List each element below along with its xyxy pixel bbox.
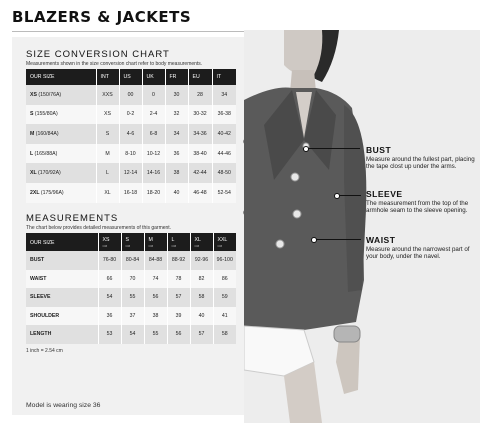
table-cell: 36: [98, 307, 121, 326]
table-row: [26, 251, 236, 270]
sleeve-callout-title: SLEEVE: [366, 189, 403, 199]
measurements-title: MEASUREMENTS: [26, 213, 119, 224]
table-cell: 86: [213, 270, 236, 289]
page-title: BLAZERS & JACKETS: [12, 8, 192, 26]
header-label: XXL: [217, 237, 228, 243]
table-cell: 0-2: [119, 105, 142, 125]
conversion-table: [26, 69, 236, 203]
waist-callout-line: [316, 239, 361, 240]
model-illustration: [244, 30, 480, 423]
table-cell: 34: [165, 124, 188, 144]
table-cell: XS: [96, 105, 119, 125]
table-cell: 30: [165, 85, 188, 105]
table-cell: 78: [167, 270, 190, 289]
unit-label: CM: [217, 244, 223, 248]
table-cell: 57: [167, 288, 190, 307]
table-cell: 14-16: [142, 163, 165, 183]
measurements-header-cell: [190, 233, 213, 251]
size-label-cell: [26, 85, 96, 105]
table-row: [26, 183, 236, 203]
table-cell: 66: [98, 270, 121, 289]
table-cell: 56: [167, 325, 190, 344]
table-cell: 74: [144, 270, 167, 289]
size-label: L: [30, 150, 34, 157]
table-cell: 52-54: [212, 183, 236, 203]
measurement-label-cell: BUST: [26, 251, 98, 270]
table-cell: XL: [96, 183, 119, 203]
table-cell: 37: [121, 307, 144, 326]
table-cell: 40-42: [212, 124, 236, 144]
waist-callout-title: WAIST: [366, 235, 396, 245]
bust-callout-line: [308, 148, 360, 149]
measurement-label-cell: LENGTH: [26, 325, 98, 344]
table-row: [26, 124, 236, 144]
waist-callout-text: Measure around the narrowest part of your body, under the navel.: [366, 246, 470, 261]
measurements-header-cell: [26, 233, 98, 251]
table-cell: 76-80: [98, 251, 121, 270]
size-body-code: (170/92A): [38, 170, 61, 177]
size-label-cell: [26, 105, 96, 125]
sleeve-marker-icon: [334, 193, 340, 199]
size-label: 2XL: [30, 189, 40, 196]
table-cell: 41: [213, 307, 236, 326]
header-label: OUR SIZE: [30, 239, 55, 246]
table-cell: 58: [213, 325, 236, 344]
table-cell: 57: [190, 325, 213, 344]
table-row: [26, 307, 236, 326]
table-cell: 48-50: [212, 163, 236, 183]
table-row: [26, 288, 236, 307]
size-body-code: (160/84A): [35, 130, 59, 137]
header-label: XL: [194, 237, 201, 243]
conversion-desc: Measurements shown in the size conversion chart refer to body measurements.: [26, 61, 203, 67]
model-photo: [244, 30, 480, 423]
model-size-note: Model is wearing size 36: [26, 402, 101, 409]
table-cell: 55: [144, 325, 167, 344]
conversion-header-cell: FR: [165, 69, 188, 85]
table-cell: 70: [121, 270, 144, 289]
table-cell: 96-100: [213, 251, 236, 270]
conversion-header-cell: INT: [96, 69, 119, 85]
size-label: S: [30, 111, 34, 118]
table-cell: L: [96, 163, 119, 183]
table-cell: 58: [190, 288, 213, 307]
table-cell: 38: [165, 163, 188, 183]
waist-marker-icon: [311, 237, 317, 243]
measurements-header-cell: [121, 233, 144, 251]
header-label: M: [148, 237, 153, 243]
size-label-cell: [26, 163, 96, 183]
conversion-header-cell: US: [119, 69, 142, 85]
size-body-code: (165/88A): [34, 150, 58, 157]
unit-conversion-note: 1 inch = 2.54 cm: [26, 348, 63, 354]
table-cell: 84-88: [144, 251, 167, 270]
table-cell: 92-96: [190, 251, 213, 270]
table-cell: 46-48: [188, 183, 212, 203]
table-cell: 8-10: [119, 144, 142, 164]
conversion-header-cell: OUR SIZE: [26, 69, 96, 85]
measurements-table: [26, 233, 236, 344]
measurements-header-cell: [167, 233, 190, 251]
measurements-desc: The chart below provides detailed measurements of this garment.: [26, 225, 172, 231]
sleeve-callout-text: The measurement from the top of the armhole seam to the sleeve opening.: [366, 200, 469, 215]
size-label: M: [30, 130, 35, 137]
unit-label: CM: [171, 244, 177, 248]
size-body-code: (150/76A): [38, 91, 62, 98]
table-cell: 42-44: [188, 163, 212, 183]
size-label: XS: [30, 91, 37, 98]
table-cell: 12-14: [119, 163, 142, 183]
table-row: [26, 163, 236, 183]
table-cell: 55: [121, 288, 144, 307]
table-cell: 28: [188, 85, 212, 105]
measurements-header-cell: [98, 233, 121, 251]
table-cell: 54: [98, 288, 121, 307]
table-cell: 36-38: [212, 105, 236, 125]
measurement-label-cell: SLEEVE: [26, 288, 98, 307]
table-cell: 54: [121, 325, 144, 344]
bust-marker-icon: [303, 146, 309, 152]
unit-label: CM: [194, 244, 200, 248]
table-cell: 80-84: [121, 251, 144, 270]
table-cell: 36: [165, 144, 188, 164]
table-cell: 40: [190, 307, 213, 326]
unit-label: CM: [125, 244, 131, 248]
table-cell: 34: [212, 85, 236, 105]
table-cell: 0: [142, 85, 165, 105]
size-label-cell: [26, 144, 96, 164]
measurements-header-row: [26, 233, 236, 251]
table-cell: 53: [98, 325, 121, 344]
table-cell: 38-40: [188, 144, 212, 164]
table-cell: 10-12: [142, 144, 165, 164]
table-cell: 32: [165, 105, 188, 125]
unit-label: CM: [102, 244, 108, 248]
table-row: [26, 144, 236, 164]
table-cell: 30-32: [188, 105, 212, 125]
conversion-title: SIZE CONVERSION CHART: [26, 49, 170, 60]
table-cell: 16-18: [119, 183, 142, 203]
header-label: S: [125, 237, 129, 243]
table-row: [26, 105, 236, 125]
size-body-code: (155/80A): [34, 111, 58, 118]
conversion-header-row: [26, 69, 236, 85]
table-row: [26, 85, 236, 105]
table-cell: 6-8: [142, 124, 165, 144]
table-cell: 00: [119, 85, 142, 105]
measurement-label-cell: WAIST: [26, 270, 98, 289]
table-cell: 56: [144, 288, 167, 307]
table-row: [26, 270, 236, 289]
table-cell: 34-36: [188, 124, 212, 144]
table-cell: 39: [167, 307, 190, 326]
size-body-code: (175/96A): [40, 189, 64, 196]
table-cell: 18-20: [142, 183, 165, 203]
size-guide-panel: [12, 37, 244, 415]
table-cell: 44-46: [212, 144, 236, 164]
conversion-header-cell: EU: [188, 69, 212, 85]
header-label: L: [171, 237, 175, 243]
table-cell: S: [96, 124, 119, 144]
size-label-cell: [26, 183, 96, 203]
conversion-header-cell: UK: [142, 69, 165, 85]
table-cell: 4-6: [119, 124, 142, 144]
table-cell: 38: [144, 307, 167, 326]
table-cell: 88-92: [167, 251, 190, 270]
measurements-header-cell: [144, 233, 167, 251]
conversion-header-cell: IT: [212, 69, 236, 85]
size-label-cell: [26, 124, 96, 144]
table-cell: 2-4: [142, 105, 165, 125]
sleeve-callout-line: [339, 195, 361, 196]
table-cell: M: [96, 144, 119, 164]
unit-label: CM: [148, 244, 154, 248]
measurements-header-cell: [213, 233, 236, 251]
bust-callout-title: BUST: [366, 145, 392, 155]
measurement-label-cell: SHOULDER: [26, 307, 98, 326]
table-cell: 82: [190, 270, 213, 289]
header-label: XS: [102, 237, 110, 243]
table-cell: 59: [213, 288, 236, 307]
table-cell: XXS: [96, 85, 119, 105]
size-label: XL: [30, 170, 37, 177]
table-cell: 40: [165, 183, 188, 203]
table-row: [26, 325, 236, 344]
bust-callout-text: Measure around the fullest part, placing the tape clost up under the arms.: [366, 156, 475, 171]
